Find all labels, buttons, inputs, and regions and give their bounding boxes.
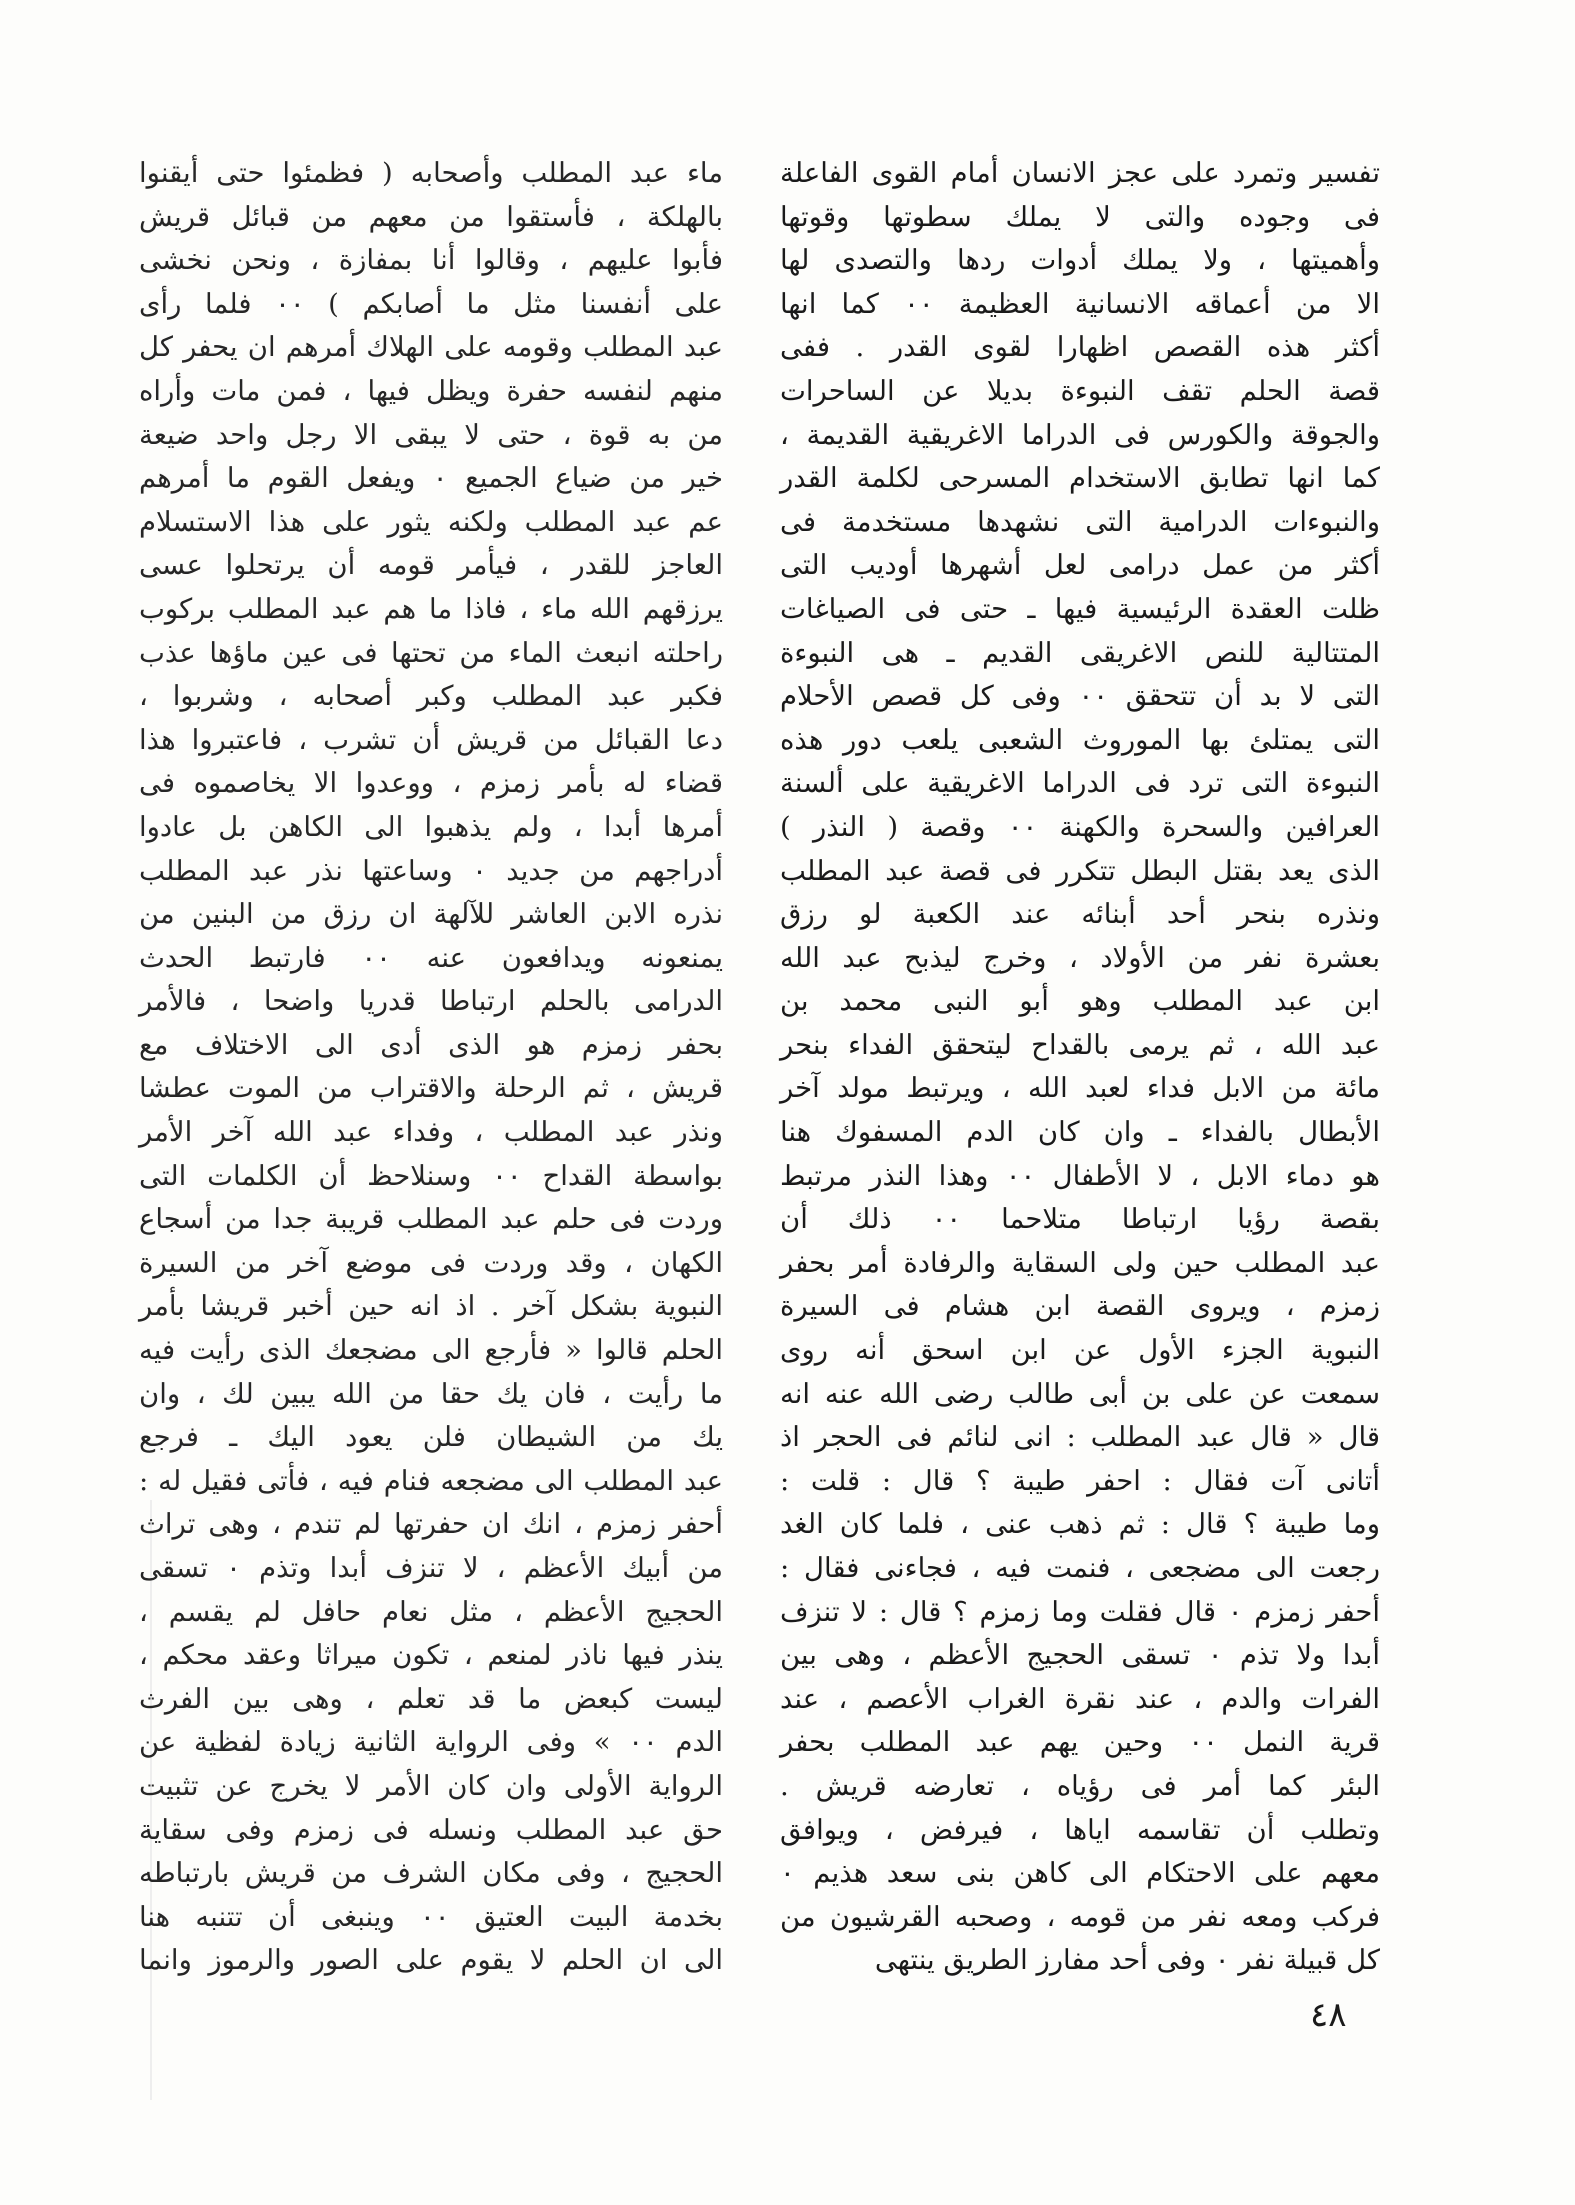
- text-line: الا من أعماقه الانسانية العظيمة ٠٠ كما انها: [780, 287, 1381, 320]
- text-line: أمرها أبدا ، ولم يذهبوا الى الكاهن بل عادوا: [139, 810, 723, 843]
- text-line: يك من الشيطان فلن يعود اليك ـ فرجع: [139, 1421, 723, 1454]
- text-line: عبد الله ، ثم يرمى بالقداح ليتحقق الفداء بنحر: [780, 1028, 1380, 1061]
- text-line: العاجز للقدر ، فيأمر قومه أن يرتحلوا عسى: [139, 549, 723, 582]
- text-line: زمزم ، ويروى القصة ابن هشام فى السيرة: [780, 1290, 1380, 1323]
- text-line: أدراجهم من جديد ٠ وساعتها نذر عبد المطلب: [139, 854, 723, 887]
- text-line: قضاء له بأمر زمزم ، ووعدوا الا يخاصموه فى: [139, 767, 723, 800]
- text-line: بقصة رؤيا ارتباطا متلاحما ٠٠ ذلك أن: [780, 1203, 1381, 1236]
- text-line: والجوقة والكورس فى الدراما الاغريقية القديمة ،: [780, 418, 1380, 451]
- text-line: النبوية الجزء الأول عن ابن اسحق أنه روى: [780, 1334, 1380, 1367]
- text-line: الرواية الأولى وان كان الأمر لا يخرج عن تثبيت: [139, 1769, 723, 1802]
- text-line: هو دماء الابل ، لا الأطفال ٠٠ وهذا النذر مرتبط: [780, 1159, 1381, 1192]
- text-line: الذى يعد بقتل البطل تتكرر فى قصة عبد المطلب: [780, 854, 1380, 887]
- text-line: ينذر فيها ناذر لمنعم ، تكون ميراثا وعقد محكم ،: [139, 1639, 723, 1672]
- text-line: سمعت عن على بن أبى طالب رضى الله عنه انه: [780, 1377, 1380, 1410]
- text-line: من به قوة ، حتى لا يبقى الا رجل واحد ضيعة: [139, 418, 723, 451]
- text-line: الفرات والدم ، عند نقرة الغراب الأعصم ، عند: [780, 1682, 1380, 1715]
- text-line: بعشرة نفر من الأولاد ، وخرج ليذبح عبد الله: [780, 941, 1380, 974]
- text-line: فأبوا عليهم ، وقالوا أنا بمفازة ، ونحن نخشى: [139, 244, 723, 277]
- text-line: أكثر هذه القصص اظهارا لقوى القدر . ففى: [780, 331, 1380, 364]
- text-line: وما طيبة ؟ قال : ثم ذهب عنى ، فلما كان الغد: [780, 1508, 1380, 1541]
- text-line: أتانى آت فقال : احفر طيبة ؟ قال : قلت :: [780, 1464, 1380, 1497]
- text-line: عبد المطلب الى مضجعه فنام فيه ، فأتى فقيل له :: [139, 1464, 723, 1497]
- text-line: عبد المطلب وقومه على الهلاك أمرهم ان يحفر كل: [139, 331, 723, 364]
- text-line: المتتالية للنص الاغريقى القديم ـ هى النبوءة: [780, 636, 1380, 669]
- text-line: الحلم قالوا « فأرجع الى مضجعك الذى رأيت فيه: [139, 1334, 723, 1367]
- text-line: نذره الابن العاشر للآلهة ان رزق من البنين من: [139, 898, 723, 931]
- text-line: الى ان الحلم لا يقوم على الصور والرموز وانما: [139, 1944, 723, 1977]
- text-line: التى لا بد أن تتحقق ٠٠ وفى كل قصص الأحلام: [780, 680, 1380, 713]
- text-line: كما انها تطابق الاستخدام المسرحى لكلمة القدر: [780, 462, 1380, 495]
- text-line: بخدمة البيت العتيق ٠٠ وينبغى أن تتنبه هنا: [139, 1900, 723, 1933]
- text-line: بالهلكة ، فأستقوا من معهم من قبائل قريش: [139, 200, 723, 233]
- text-line: عم عبد المطلب ولكنه يثور على هذا الاستسلام: [139, 505, 723, 538]
- text-line: يرزقهم الله ماء ، فاذا ما هم عبد المطلب بركوب: [139, 592, 723, 625]
- text-line: ونذر عبد المطلب ، وفداء عبد الله آخر الأمر: [139, 1116, 723, 1149]
- text-line: التى يمتلئ بها الموروث الشعبى يلعب دور هذه: [780, 723, 1380, 756]
- text-line: قريش ، ثم الرحلة والاقتراب من الموت عطشا: [139, 1072, 723, 1105]
- text-line: الحجيج الأعظم ، مثل نعام حافل لم يقسم ،: [139, 1595, 723, 1628]
- text-line: أحفر زمزم ، انك ان حفرتها لم تندم ، وهى تراث: [139, 1508, 723, 1541]
- text-line: قال « قال عبد المطلب : انى لنائم فى الحجر اذ: [780, 1421, 1380, 1454]
- text-line: الحجيج ، وفى مكان الشرف من قريش بارتباطه: [139, 1857, 723, 1890]
- text-line: ماء عبد المطلب وأصحابه ( فظمئوا حتى أيقنوا: [139, 157, 723, 189]
- text-line: على أنفسنا مثل ما أصابكم ) ٠٠ فلما رأى: [139, 287, 723, 320]
- text-line: فركب ومعه نفر من قومه ، وصحبه القرشيون من: [780, 1900, 1380, 1933]
- text-line: وأهميتها ، ولا يملك أدوات ردها والتصدى لها: [780, 244, 1380, 277]
- text-line: كل قبيلة نفر ٠ وفى أحد مفارز الطريق ينتهى: [874, 1944, 1380, 1977]
- left-text-column: [139, 152, 723, 1977]
- text-line: منهم لنفسه حفرة ويظل فيها ، فمن مات وأراه: [139, 374, 723, 407]
- text-line: يمنعونه ويدافعون عنه ٠٠ فارتبط الحدث: [139, 941, 723, 974]
- text-line: مائة من الابل فداء لعبد الله ، ويرتبط مولد آخر: [780, 1072, 1380, 1105]
- text-line: فكبر عبد المطلب وكبر أصحابه ، وشربوا ،: [139, 680, 723, 713]
- text-line: النبوية بشكل آخر . اذ انه حين أخبر قريشا بأمر: [139, 1290, 723, 1323]
- text-line: وردت فى حلم عبد المطلب قريبة جدا من أسجاع: [139, 1203, 723, 1236]
- text-line: وتطلب أن تقاسمه اياها ، فيرفض ، ويوافق: [780, 1813, 1380, 1846]
- text-line: ظلت العقدة الرئيسية فيها ـ حتى فى الصياغات: [780, 592, 1380, 625]
- text-line: تفسير وتمرد على عجز الانسان أمام القوى الفاعلة: [780, 157, 1380, 189]
- text-line: أبدا ولا تذم ٠ تسقى الحجيج الأعظم ، وهى بين: [780, 1639, 1380, 1672]
- text-line: معهم على الاحتكام الى كاهن بنى سعد هذيم ٠: [780, 1857, 1380, 1890]
- text-line: خير من ضياع الجميع ٠ ويفعل القوم ما أمرهم: [139, 462, 723, 495]
- text-line: بحفر زمزم هو الذى أدى الى الاختلاف مع: [139, 1028, 723, 1061]
- text-line: النبوءة التى ترد فى الدراما الاغريقية على ألسنة: [780, 767, 1380, 800]
- text-line: قرية النمل ٠٠ وحين يهم عبد المطلب بحفر: [780, 1726, 1380, 1759]
- text-line: والنبوءات الدرامية التى نشهدها مستخدمة فى: [780, 505, 1380, 538]
- text-line: من أبيك الأعظم ، لا تنزف أبدا وتذم ٠ تسقى: [139, 1552, 723, 1584]
- text-line: الأبطال بالفداء ـ وان كان الدم المسفوك هنا: [780, 1116, 1380, 1149]
- text-line: أحفر زمزم ٠ قال فقلت وما زمزم ؟ قال : لا تنزف: [780, 1595, 1380, 1628]
- text-line: رجعت الى مضجعى ، فنمت فيه ، فجاءنى فقال :: [780, 1552, 1380, 1584]
- text-line: الكهان ، وقد وردت فى موضع آخر من السيرة: [139, 1246, 723, 1279]
- text-line: البئر كما أمر فى رؤياه ، تعارضه قريش .: [780, 1769, 1380, 1802]
- text-line: حق عبد المطلب ونسله فى زمزم وفى سقاية: [139, 1813, 723, 1846]
- text-line: الدم ٠٠ » وفى الرواية الثانية زيادة لفظية عن: [139, 1726, 723, 1759]
- text-line: ونذره بنحر أحد أبنائه عند الكعبة لو رزق: [780, 898, 1380, 931]
- text-line: العرافين والسحرة والكهنة ٠٠ وقصة ( النذر ): [780, 810, 1380, 843]
- text-line: ليست كبعض ما قد تعلم ، وهى بين الفرث: [139, 1682, 723, 1715]
- text-line: قصة الحلم تقف النبوءة بديلا عن الساحرات: [780, 374, 1380, 407]
- text-line: فى وجوده والتى لا يملك سطوتها وقوتها: [780, 200, 1380, 233]
- text-line: ابن عبد المطلب وهو أبو النبى محمد بن: [780, 985, 1380, 1018]
- text-line: دعا القبائل من قريش أن تشرب ، فاعتبروا هذا: [139, 723, 723, 756]
- text-line: بواسطة القداح ٠٠ وسنلاحظ أن الكلمات التى: [139, 1159, 723, 1192]
- text-line: ما رأيت ، فان يك حقا من الله يبين لك ، وان: [139, 1377, 723, 1410]
- right-text-column: [780, 152, 1380, 1983]
- page-number: ٤٨: [1310, 1995, 1347, 2035]
- text-line: راحلته انبعث الماء من تحتها فى عين ماؤها عذب: [139, 636, 723, 669]
- text-line: عبد المطلب حين ولى السقاية والرفادة أمر بحفر: [780, 1246, 1380, 1279]
- text-line: الدرامى بالحلم ارتباطا قدريا واضحا ، فالأمر: [139, 985, 723, 1018]
- text-line: أكثر من عمل درامى لعل أشهرها أوديب التى: [780, 549, 1380, 582]
